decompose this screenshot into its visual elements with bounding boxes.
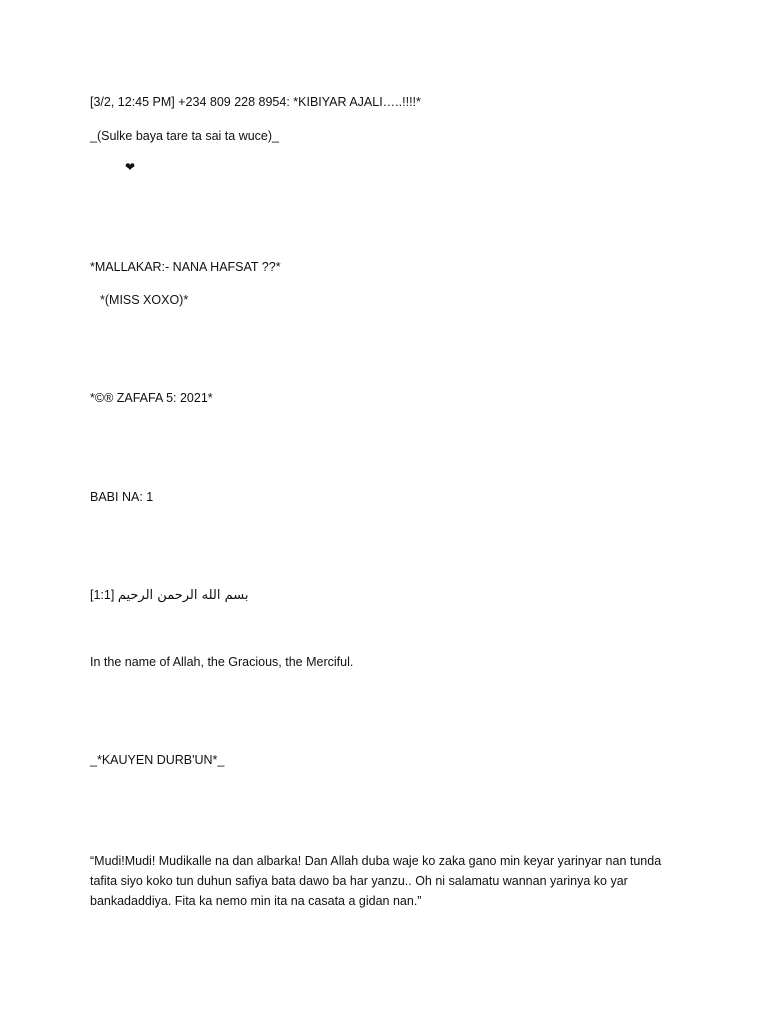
author-pen-name: *(MISS XOXO)*	[100, 293, 189, 307]
section-heading: _*KAUYEN DURB'UN*_	[90, 753, 225, 767]
body-paragraph: “Mudi!Mudi! Mudikalle na dan albarka! Dan Allah duba waje ko zaka gano min keyar yarinyar nan tunda tafita siyo koko tun duhun safiya bata dawo ba har yanzu.. Oh ni salamatu wannan yarinya ko yar bankadaddiya. Fita ka nemo min ita na casata a gidan nan.”	[90, 854, 662, 908]
message-header: [3/2, 12:45 PM] +234 809 228 8954: *KIBIYAR AJALI…..!!!!*	[90, 95, 421, 109]
author-line: *MALLAKAR:- NANA HAFSAT ??*	[90, 260, 281, 274]
chapter-heading: BABI NA: 1	[90, 490, 154, 504]
verse-line	[90, 587, 248, 604]
copyright-line: *©® ZAFAFA 5: 2021*	[90, 391, 213, 405]
verse-reference: [1:1]	[90, 588, 115, 602]
heart-icon: ❤	[125, 160, 136, 174]
story-subtitle: _(Sulke baya tare ta sai ta wuce)_	[90, 129, 279, 143]
verse-translation: In the name of Allah, the Gracious, the Merciful.	[90, 655, 354, 669]
verse-arabic: بسم الله الرحمن الرحيم	[117, 588, 249, 603]
